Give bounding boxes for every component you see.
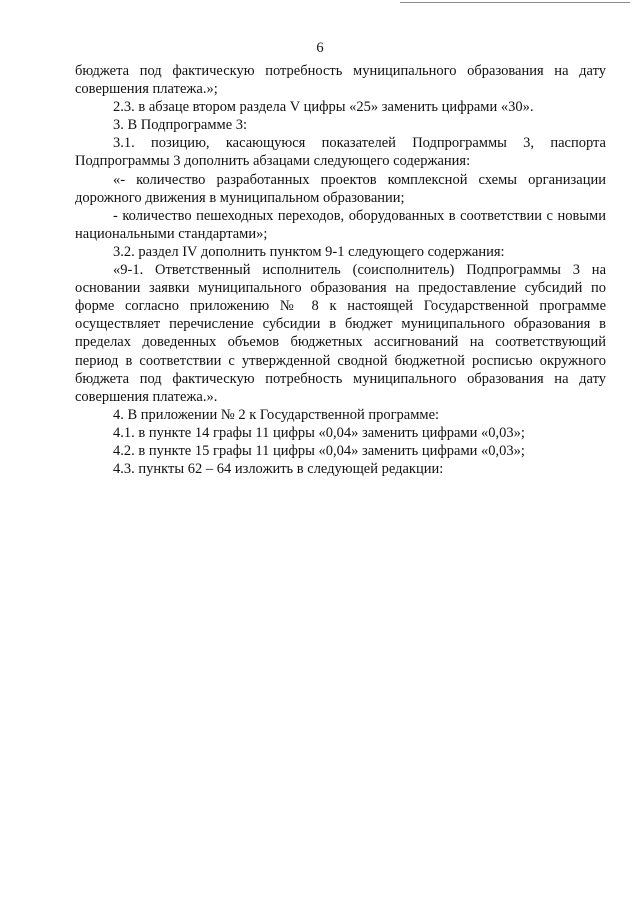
paragraph-quote-2: - количество пешеходных переходов, оборудованных в соответствии с новыми национальными стандартами»; — [75, 207, 606, 242]
paragraph-quote-1: «- количество разработанных проектов комплексной схемы организации дорожного движения в муниципальном образовании; — [75, 171, 606, 206]
paragraph-4-3: 4.3. пункты 62 – 64 изложить в следующей редакции: — [113, 461, 444, 478]
paragraph-4: 4. В приложении № 2 к Государственной программе: — [113, 406, 440, 423]
document-body — [75, 62, 606, 478]
top-edge-line — [400, 2, 630, 3]
paragraph-4-1: 4.1. в пункте 14 графы 11 цифры «0,04» заменить цифрами «0,03»; — [113, 424, 525, 441]
paragraph-4-2: 4.2. в пункте 15 графы 11 цифры «0,04» заменить цифрами «0,03»; — [113, 442, 525, 459]
paragraph-3: 3. В Подпрограмме 3: — [113, 117, 248, 134]
paragraph-3-2: 3.2. раздел IV дополнить пунктом 9-1 следующего содержания: — [113, 243, 505, 260]
paragraph-3-1: 3.1. позицию, касающуюся показателей Подпрограммы 3, паспорта Подпрограммы 3 дополнить абзацами следующего содержания: — [75, 135, 606, 170]
paragraph-9-1: «9-1. Ответственный исполнитель (соисполнитель) Подпрограммы 3 на основании заявки муниципального образования на предоставление субсидий по форме согласно приложению № 8 к настоящей Государственной программе осуществляет перечисление субсидии в бюджет муниципального образования в пределах доведенных объемов бюджетных ассигнований на соответствующий период в соответствии с утвержденной сводной бюджетной росписью окружного бюджета под фактическую потребность муниципального образования на дату совершения платежа.». — [75, 262, 606, 405]
paragraph-2-3: 2.3. в абзаце втором раздела V цифры «25» заменить цифрами «30». — [113, 99, 534, 116]
paragraph-continuation: бюджета под фактическую потребность муниципального образования на дату совершения платежа.»; — [75, 63, 606, 98]
page-number: 6 — [316, 40, 324, 56]
